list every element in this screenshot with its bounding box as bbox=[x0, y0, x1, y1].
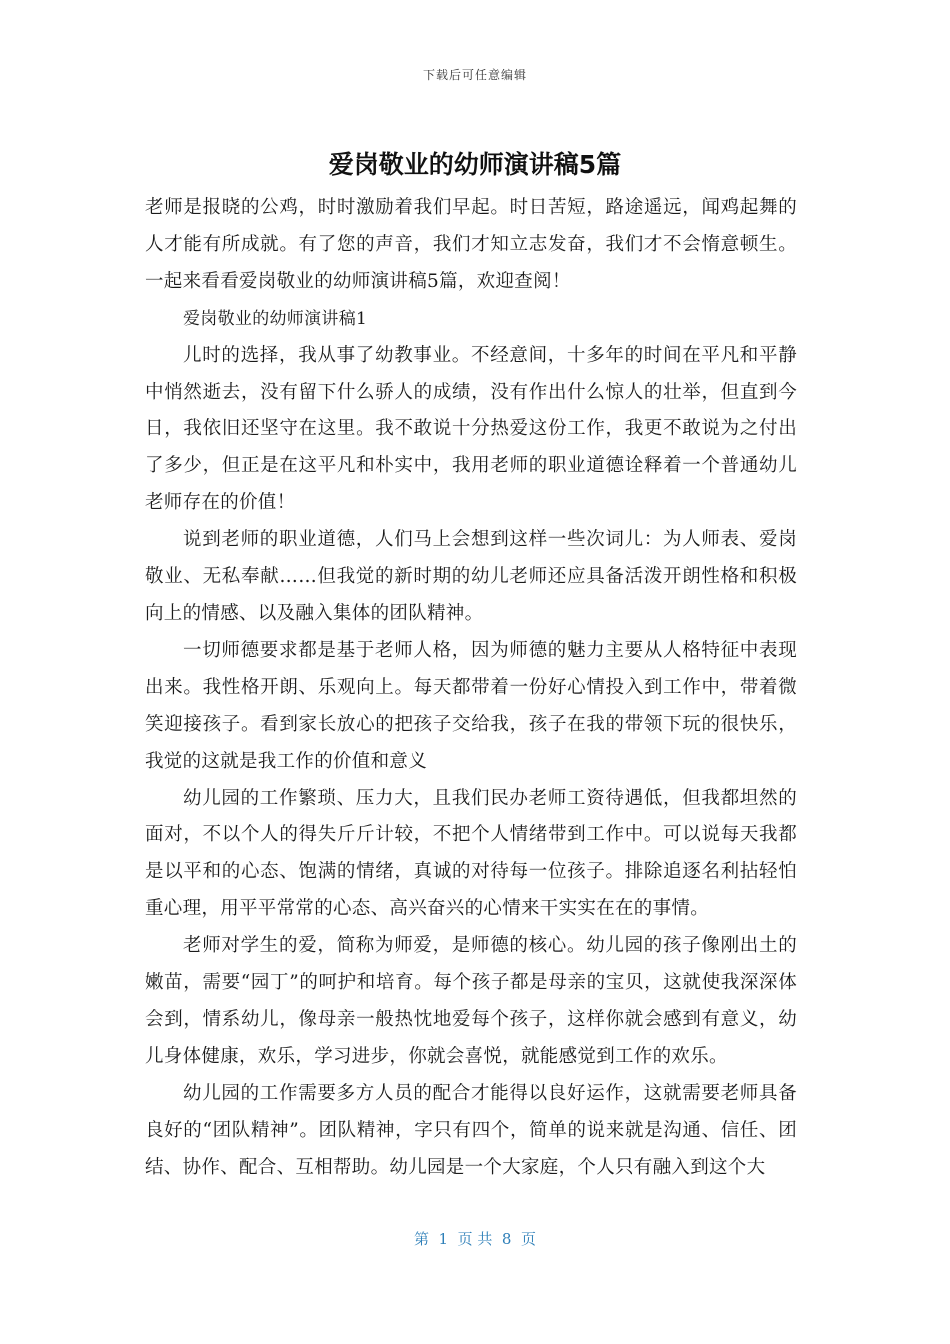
body-paragraph-2: 说到老师的职业道德，人们马上会想到这样一些次词儿：为人师表、爱岗敬业、无私奉献……但我觉的新时期的幼儿老师还应具备活泼开朗性格和积极向上的情感、以及融入集体的团队精神。 bbox=[145, 529, 797, 624]
intro-paragraph: 老师是报晓的公鸡，时时激励着我们早起。时日苦短，路途遥远，闻鸡起舞的人才能有所成就。有了您的声音，我们才知立志发奋，我们才不会惰意顿生。一起来看看爱岗敬业的幼师演讲稿5篇，欢迎查阅！ bbox=[145, 197, 797, 292]
document-body bbox=[145, 190, 797, 1186]
body-paragraph-3: 一切师德要求都是基于老师人格，因为师德的魅力主要从人格特征中表现出来。我性格开朗、乐观向上。每天都带着一份好心情投入到工作中，带着微笑迎接孩子。看到家长放心的把孩子交给我，孩子在我的带领下玩的很快乐，我觉的这就是我工作的价值和意义 bbox=[145, 639, 797, 772]
page-footer: 第 1 页 共 8 页 bbox=[414, 1230, 536, 1248]
body-paragraph-6: 幼儿园的工作需要多方人员的配合才能得以良好运作，这就需要老师具备良好的“团队精神”。团队精神，字只有四个，简单的说来就是沟通、信任、团结、协作、配合、互相帮助。幼儿园是一个大家庭，个人只有融入到这个大 bbox=[145, 1082, 797, 1178]
body-paragraph-4: 幼儿园的工作繁琐、压力大，且我们民办老师工资待遇低，但我都坦然的面对，不以个人的得失斤斤计较，不把个人情绪带到工作中。可以说每天我都是以平和的心态、饱满的情绪，真诚的对待每一位孩子。排除追逐名利拈轻怕重心理，用平平常常的心态、高兴奋兴的心情来干实实在在的事情。 bbox=[145, 787, 797, 920]
body-paragraph-1: 儿时的选择，我从事了幼教事业。不经意间，十多年的时间在平凡和平静中悄然逝去，没有留下什么骄人的成绩，没有作出什么惊人的壮举，但直到今日，我依旧还坚守在这里。我不敢说十分热爱这份工作，我更不敢说为之付出了多少，但正是在这平凡和朴实中，我用老师的职业道德诠释着一个普通幼儿老师存在的价值！ bbox=[145, 344, 797, 514]
header-note: 下载后可任意编辑 bbox=[422, 68, 527, 82]
body-paragraph-5: 老师对学生的爱，简称为师爱，是师德的核心。幼儿园的孩子像刚出土的嫩苗，需要“园丁”的呵护和培育。每个孩子都是母亲的宝贝，这就使我深深体会到，情系幼儿，像母亲一般热忱地爱每个孩子，这样你就会感到有意义，幼儿身体健康，欢乐，学习进步，你就会喜悦，就能感觉到工作的欢乐。 bbox=[145, 935, 797, 1067]
document-title: 爱岗敬业的幼师演讲稿5篇 bbox=[328, 150, 622, 179]
section-title: 爱岗敬业的幼师演讲稿1 bbox=[183, 308, 368, 329]
